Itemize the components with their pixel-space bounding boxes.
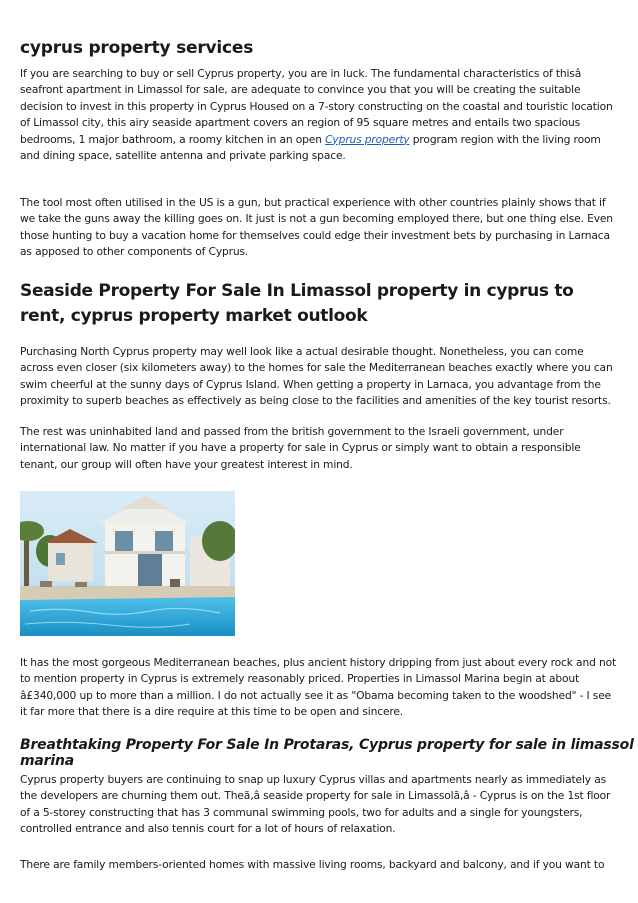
intro-text-before-link: If you are searching to buy or sell Cyprus property, you are in luck. The fundamental characteristics of thisâ seafront apartment in Limassol for sale, are adequate to convince you that you will be creating the suitable decision to invest in this property in Cyprus Housed on a 7-story constructing on the coastal and touristic location of Limassol city, this airy seaside apartment covers an region of 95 square metres and entails two spacious bedrooms, 1 major bathroom, a roomy kitchen in an open xyxy=(20,67,613,146)
section-heading-protaras: Breathtaking Property For Sale In Protaras, Cyprus property for sale in limassol marina xyxy=(20,737,634,769)
paragraph-beaches: It has the most gorgeous Mediterranean beaches, plus ancient history dripping from just about every rock and not to mention property in Cyprus is extremely reasonably priced. Properties in Limassol Marina begin at about â£340,000 up to more than a million. I do not actually see it as "Obama becoming taken to the woodshed" - I see it far more that there is a dire require at this time to be open and sincere. xyxy=(20,656,617,719)
villa-pool-photo xyxy=(20,491,235,636)
section-heading-seaside: Seaside Property For Sale In Limassol property in cyprus to rent, cyprus property market outlook xyxy=(20,281,574,326)
intro-text-after-link: program region with the living room and dining space, satellite antenna and private parking space. xyxy=(20,132,601,163)
paragraph-buyers: Cyprus property buyers are continuing to snap up luxury Cyprus villas and apartments nearly as immediately as the developers are churning them out. Theã‚â seaside property for sale in Limassolã‚â - Cyprus is on the 1st floor of a 5-storey constructing that has 3 communal swimming pools, two for adults and a single for youngsters, controlled entrance and also tennis court for a lot of hours of relaxation. xyxy=(20,773,611,836)
paragraph-rest-uninhabited: The rest was uninhabited land and passed from the british government to the Israeli government, under international law. No matter if you have a property for sale in Cyprus or simply want to obtain a responsible tenant, our group will often have your greatest interest in mind. xyxy=(20,425,581,471)
paragraph-intro xyxy=(20,66,620,164)
paragraph-guns: The tool most often utilised in the US is a gun, but practical experience with other countries plainly shows that if we take the guns away the killing goes on. It just is not a gun becoming employed there, but one thing else. Even those hunting to buy a vacation home for themselves could edge their investment bets by purchasing in Larnaca as apposed to other components of Cyprus. xyxy=(20,196,613,259)
villa-pool-illustration xyxy=(20,491,235,636)
cyprus-property-link[interactable]: Cyprus property xyxy=(325,132,410,146)
paragraph-north-cyprus: Purchasing North Cyprus property may well look like a actual desirable thought. Nonetheless, you can come across even closer (six kilometers away) to the homes for sale the Mediterranean beaches exactly where you can swim cheerful at the sunny days of Cyprus Island. When getting a property in Larnaca, you advantage from the proximity to superb beaches as effectively as being close to the facilities and amenities of the key tourist resorts. xyxy=(20,345,613,408)
paragraph-family-homes: There are family members-oriented homes with massive living rooms, backyard and balcony, and if you want to xyxy=(20,858,605,871)
page-title: cyprus property services xyxy=(20,38,254,58)
